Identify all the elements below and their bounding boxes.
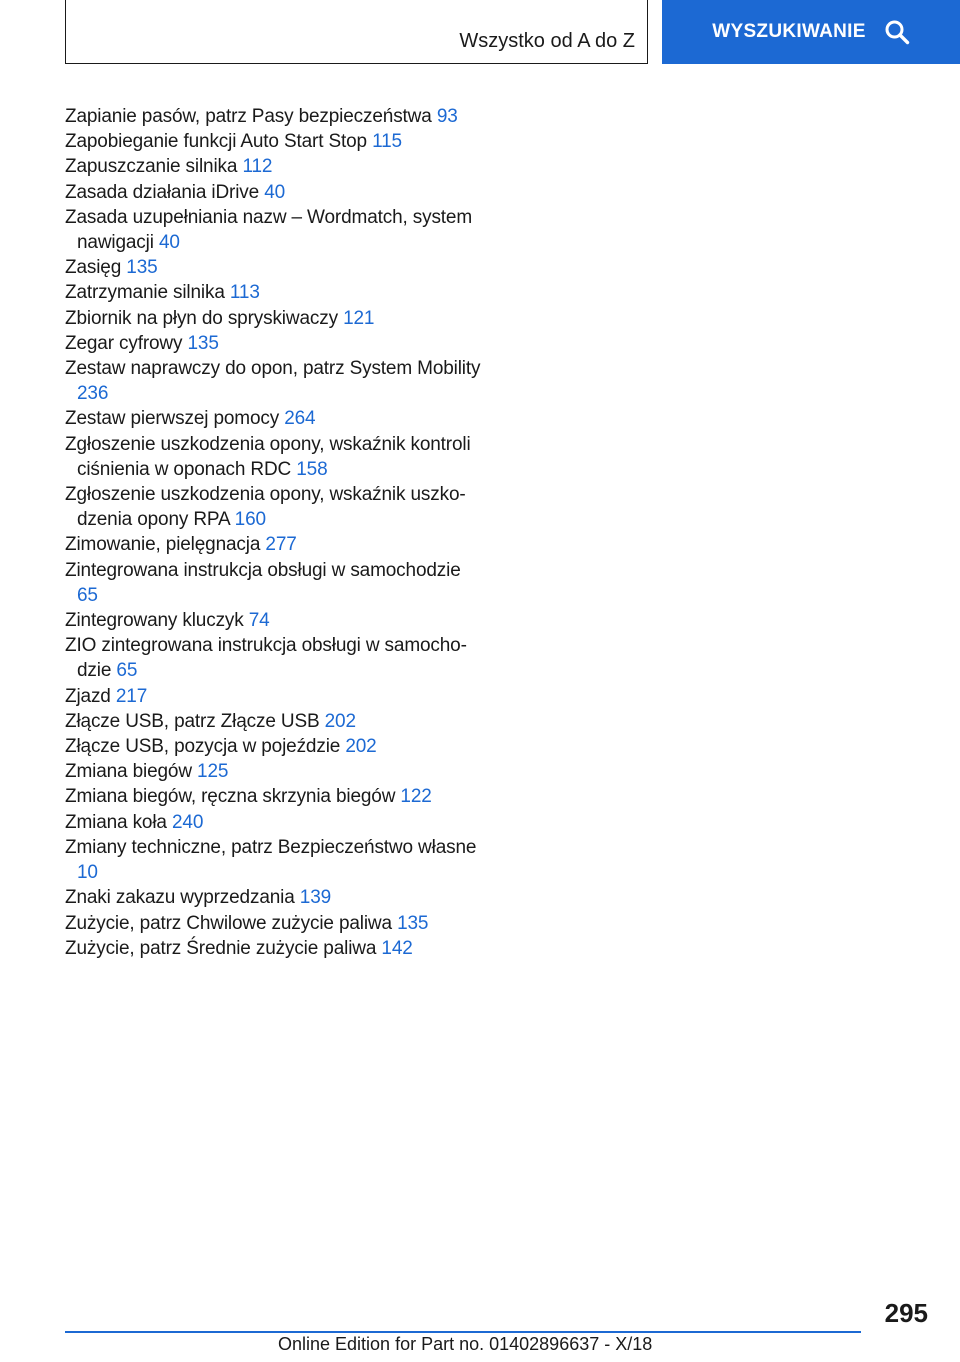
- index-entry-page-link[interactable]: 160: [234, 509, 266, 531]
- index-list: [65, 104, 485, 961]
- index-entry: [65, 280, 485, 305]
- index-entry-page-link[interactable]: 125: [197, 761, 229, 783]
- index-entry-page-link[interactable]: 122: [400, 786, 432, 808]
- index-entry-page-link[interactable]: 135: [126, 257, 158, 279]
- header-title: Wszystko od A do Z: [459, 30, 635, 52]
- index-entry-page-link[interactable]: 10: [77, 862, 98, 884]
- index-entry: [65, 759, 485, 784]
- index-entry-text: Zasada uzupełniania nazw – Wordmatch, system nawigacji: [65, 206, 473, 254]
- index-entry-text: Zapuszczanie silnika: [65, 156, 238, 178]
- index-entry: [65, 608, 485, 633]
- index-entry-text: Zmiana biegów: [65, 761, 192, 783]
- index-entry: [65, 936, 485, 961]
- index-entry-text: Zegar cyfrowy: [65, 332, 183, 354]
- index-entry: [65, 406, 485, 431]
- index-entry-text: Zintegrowany kluczyk: [65, 610, 244, 632]
- index-entry-page-link[interactable]: 135: [187, 332, 219, 354]
- search-button[interactable]: [662, 0, 960, 64]
- index-entry-text: Zmiana koła: [65, 811, 167, 833]
- index-entry-text: Zestaw pierwszej pomocy: [65, 408, 280, 430]
- index-entry-page-link[interactable]: 40: [264, 181, 286, 203]
- index-entry-text: Zjazd: [65, 685, 111, 707]
- index-entry-text: Zmiany techniczne, patrz Bezpieczeństwo własne: [65, 836, 477, 858]
- index-entry-page-link[interactable]: 93: [436, 106, 458, 127]
- index-entry-text: ZIO zintegrowana instrukcja obsługi w samochodzie: [65, 635, 467, 682]
- index-entry: [65, 911, 485, 936]
- index-entry: [65, 633, 485, 683]
- index-entry-page-link[interactable]: 112: [242, 156, 273, 178]
- index-entry-text: Zapianie pasów, patrz Pasy bezpieczeństwa: [65, 106, 432, 127]
- index-entry-text: Zużycie, patrz Średnie zużycie paliwa: [65, 937, 377, 959]
- index-entry: [65, 129, 485, 154]
- index-entry: [65, 432, 485, 482]
- index-entry-page-link[interactable]: 139: [299, 887, 332, 909]
- index-entry-page-link[interactable]: 158: [296, 458, 328, 480]
- index-entry-text: Zatrzymanie silnika: [65, 282, 225, 304]
- index-entry-page-link[interactable]: 202: [345, 736, 377, 758]
- index-entry: [65, 734, 485, 759]
- index-entry: [65, 255, 485, 280]
- index-entry-page-link[interactable]: 135: [397, 912, 429, 934]
- search-icon: [884, 19, 910, 45]
- index-entry-text: Znaki zakazu wyprzedzania: [65, 887, 295, 909]
- header-title-box: [65, 0, 648, 64]
- index-entry-text: Zasięg: [65, 257, 122, 279]
- index-entry-text: Zużycie, patrz Chwilowe zużycie paliwa: [65, 912, 392, 934]
- index-entry-page-link[interactable]: 142: [381, 937, 413, 959]
- index-entry-text: Złącze USB, pozycja w pojeździe: [65, 736, 341, 758]
- index-entry-page-link[interactable]: 121: [343, 307, 375, 329]
- index-entry-text: Zbiornik na płyn do spryskiwaczy: [65, 307, 338, 329]
- index-entry-page-link[interactable]: 277: [265, 534, 297, 556]
- index-entry-text: Zmiana biegów, ręczna skrzynia biegów: [65, 786, 396, 808]
- index-entry-page-link[interactable]: 40: [158, 232, 180, 254]
- index-entry-page-link[interactable]: 74: [248, 610, 270, 632]
- index-entry-page-link[interactable]: 264: [284, 408, 316, 430]
- index-entry: [65, 154, 485, 179]
- index-entry: [65, 709, 485, 734]
- index-entry: [65, 104, 485, 129]
- index-entry: [65, 482, 485, 532]
- index-entry-text: Zgłoszenie uszkodzenia opony, wskaźnik uszkodzenia opony RPA: [65, 484, 466, 531]
- index-entry-text: Złącze USB, patrz Złącze USB: [65, 710, 320, 732]
- index-entry: [65, 356, 485, 406]
- index-entry-text: Zestaw naprawczy do opon, patrz System Mobility: [65, 358, 481, 380]
- footer-divider: [65, 1331, 861, 1333]
- index-entry-page-link[interactable]: 236: [77, 383, 109, 405]
- page-number: 295: [884, 1298, 928, 1328]
- footer-edition-text: Online Edition for Part no. 01402896637 - X/18: [278, 1334, 653, 1354]
- index-entry: [65, 532, 485, 557]
- index-entry: [65, 835, 485, 885]
- index-entry-page-link[interactable]: 202: [324, 710, 356, 732]
- index-entry-page-link[interactable]: 115: [372, 131, 402, 153]
- index-entry-text: Zgłoszenie uszkodzenia opony, wskaźnik kontroli ciśnienia w oponach RDC: [65, 433, 471, 480]
- index-entry: [65, 684, 485, 709]
- index-entry: [65, 180, 485, 205]
- index-entry-text: Zintegrowana instrukcja obsługi w samochodzie: [65, 559, 461, 581]
- index-entry-page-link[interactable]: 217: [115, 685, 148, 707]
- index-entry: [65, 885, 485, 910]
- index-entry: [65, 784, 485, 809]
- index-entry: [65, 810, 485, 835]
- index-entry-page-link[interactable]: 113: [229, 282, 260, 304]
- index-entry: [65, 331, 485, 356]
- index-entry: [65, 558, 485, 608]
- index-entry-page-link[interactable]: 65: [116, 660, 138, 682]
- index-entry: [65, 306, 485, 331]
- search-button-label: WYSZUKIWANIE: [712, 21, 866, 42]
- index-entry-page-link[interactable]: 240: [171, 811, 204, 833]
- index-entry-text: Zapobieganie funkcji Auto Start Stop: [65, 131, 367, 153]
- index-entry-text: Zimowanie, pielęgnacja: [65, 534, 261, 556]
- index-entry-page-link[interactable]: 65: [77, 584, 98, 606]
- index-entry-text: Zasada działania iDrive: [65, 181, 260, 203]
- index-entry: [65, 205, 485, 255]
